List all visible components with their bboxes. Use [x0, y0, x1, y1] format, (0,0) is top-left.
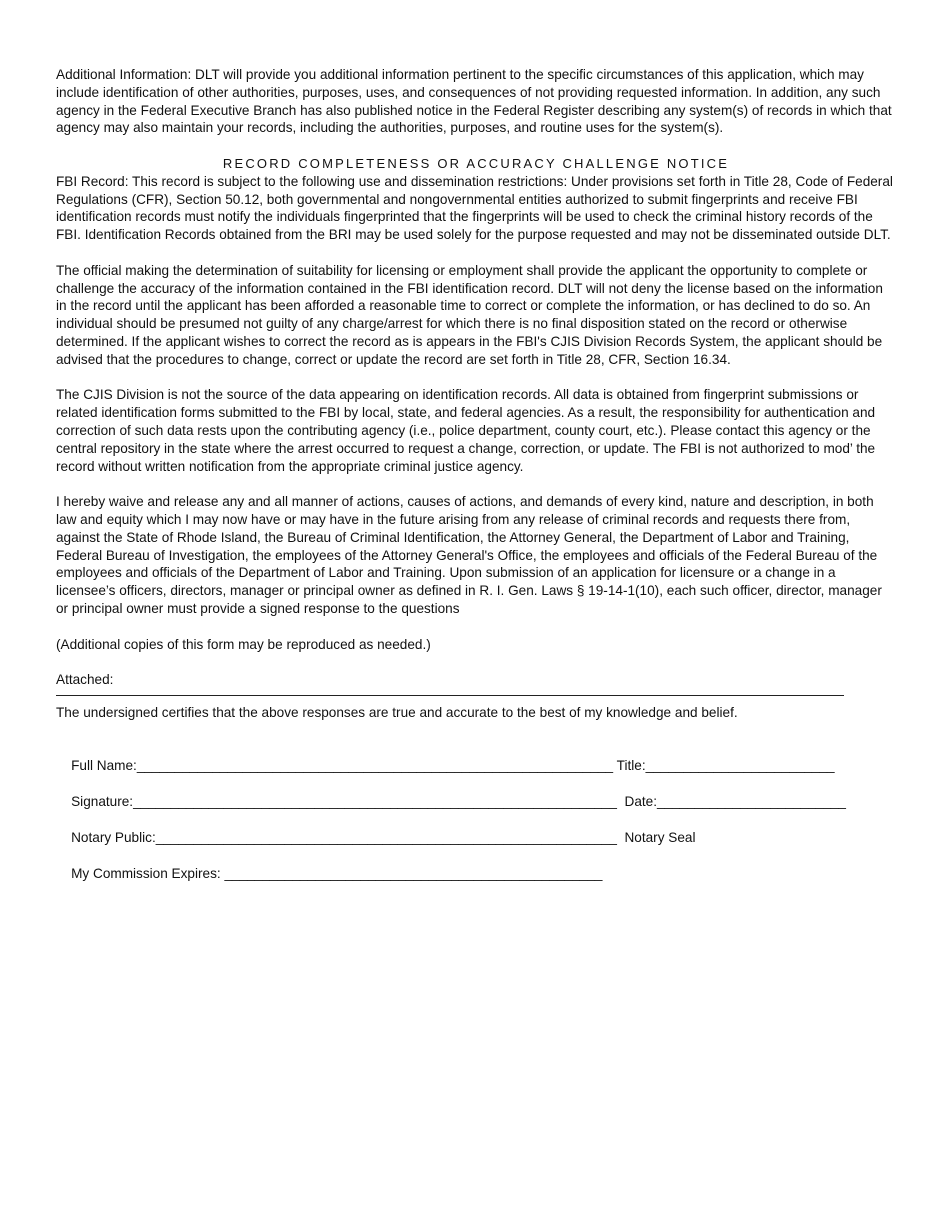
signature-field[interactable]: Signature:________________________________________________________________: [71, 794, 617, 810]
date-field[interactable]: Date:_________________________: [624, 794, 846, 810]
attached-rule: [56, 695, 844, 696]
commission-expires-field[interactable]: My Commission Expires: __________________________________________________: [71, 865, 603, 881]
fbi-record-paragraph: FBI Record: This record is subject to the following use and dissemination restrictions: Under provisions set forth in Title 28, Code of Federal Regulations (CFR), Section 50.12, both governmental and nongovernmental entities authorized to submit fingerprints and receive FBI identification records must notify the individuals fingerprinted that the fingerprints will be used to check the criminal history records of the FBI. Identification Records obtained from the BRI may be used solely for the purpose requested and may not be disseminated outside DLT.: [56, 173, 893, 243]
notary-public-field[interactable]: Notary Public:_____________________________________________________________: [71, 829, 617, 845]
signature-row: [56, 775, 896, 810]
official-determination-paragraph: The official making the determination of suitability for licensing or employment shall provide the applicant the opportunity to complete or challenge the accuracy of the information contained in the FBI identification record. DLT will not deny the license based on the information in the record until the applicant has been afforded a reasonable time to correct or complete the information, or has declined to do so. An individual should be presumed not guilty of any charge/arrest for which there is no final disposition stated on the record or otherwise determined. If the applicant wishes to correct the record as is appears in the FBI's CJIS Division Records System, the applicant should be advised that the procedures to change, correct or update the record are set forth in Title 28, CFR, Section 16.34.: [56, 262, 883, 367]
commission-row: [56, 847, 896, 881]
additional-information-paragraph: Additional Information: DLT will provide you additional information pertinent to the specific circumstances of this application, which may include identification of other authorities, purposes, uses, and consequences of not providing requested information. In addition, any such agency in the Federal Executive Branch has also published notice in the Federal Register describing any system(s) of records in which that agency may also maintain your records, including the authorities, purposes, and routine uses for the system(s).: [56, 67, 892, 136]
notary-seal-label: Notary Seal: [624, 829, 696, 845]
notice-heading: RECORD COMPLETENESS OR ACCURACY CHALLENGE NOTICE: [222, 155, 730, 171]
certification-statement: The undersigned certifies that the above responses are true and accurate to the best of my knowledge and belief.: [56, 704, 738, 720]
document-page: [56, 66, 896, 883]
full-name-row: [56, 739, 896, 774]
waiver-paragraph: I hereby waive and release any and all manner of actions, causes of actions, and demands of every kind, nature and description, in both law and equity which I may now have or may have in the future arising from any release of criminal records and requests there from, against the State of Rhode Island, the Bureau of Criminal Identification, the Attorney General, the Department of Labor and Training, Federal Bureau of Investigation, the employees of the Attorney General's Office, the employees and officials of the Federal Bureau of the employees and officials of the Department of Labor and Training. Upon submission of an application for licensure or a change in a licensee’s officers, directors, manager or principal owner as defined in R. I. Gen. Laws § 19-14-1(10), each such officer, director, manager or principal owner must provide a signed response to the questions: [56, 494, 882, 616]
notary-row: [56, 811, 896, 845]
title-field[interactable]: Title:_________________________: [616, 758, 835, 774]
cjis-division-paragraph: The CJIS Division is not the source of the data appearing on identification records. All data is obtained from fingerprint submissions or related identification forms submitted to the FBI by local, state, and federal agencies. As a result, the responsibility for authentication and correction of such data rests upon the contributing agency (i.e., police department, county court, etc.). Please contact this agency or the central repository in the state where the arrest occurred to request a change, correction, or update. The FBI is not authorized to mod’ the record without written notification from the appropriate criminal justice agency.: [56, 387, 876, 474]
attached-label: Attached:: [56, 672, 114, 688]
full-name-field[interactable]: Full Name:_______________________________________________________________: [71, 758, 614, 774]
copies-note: (Additional copies of this form may be reproduced as needed.): [56, 636, 431, 652]
